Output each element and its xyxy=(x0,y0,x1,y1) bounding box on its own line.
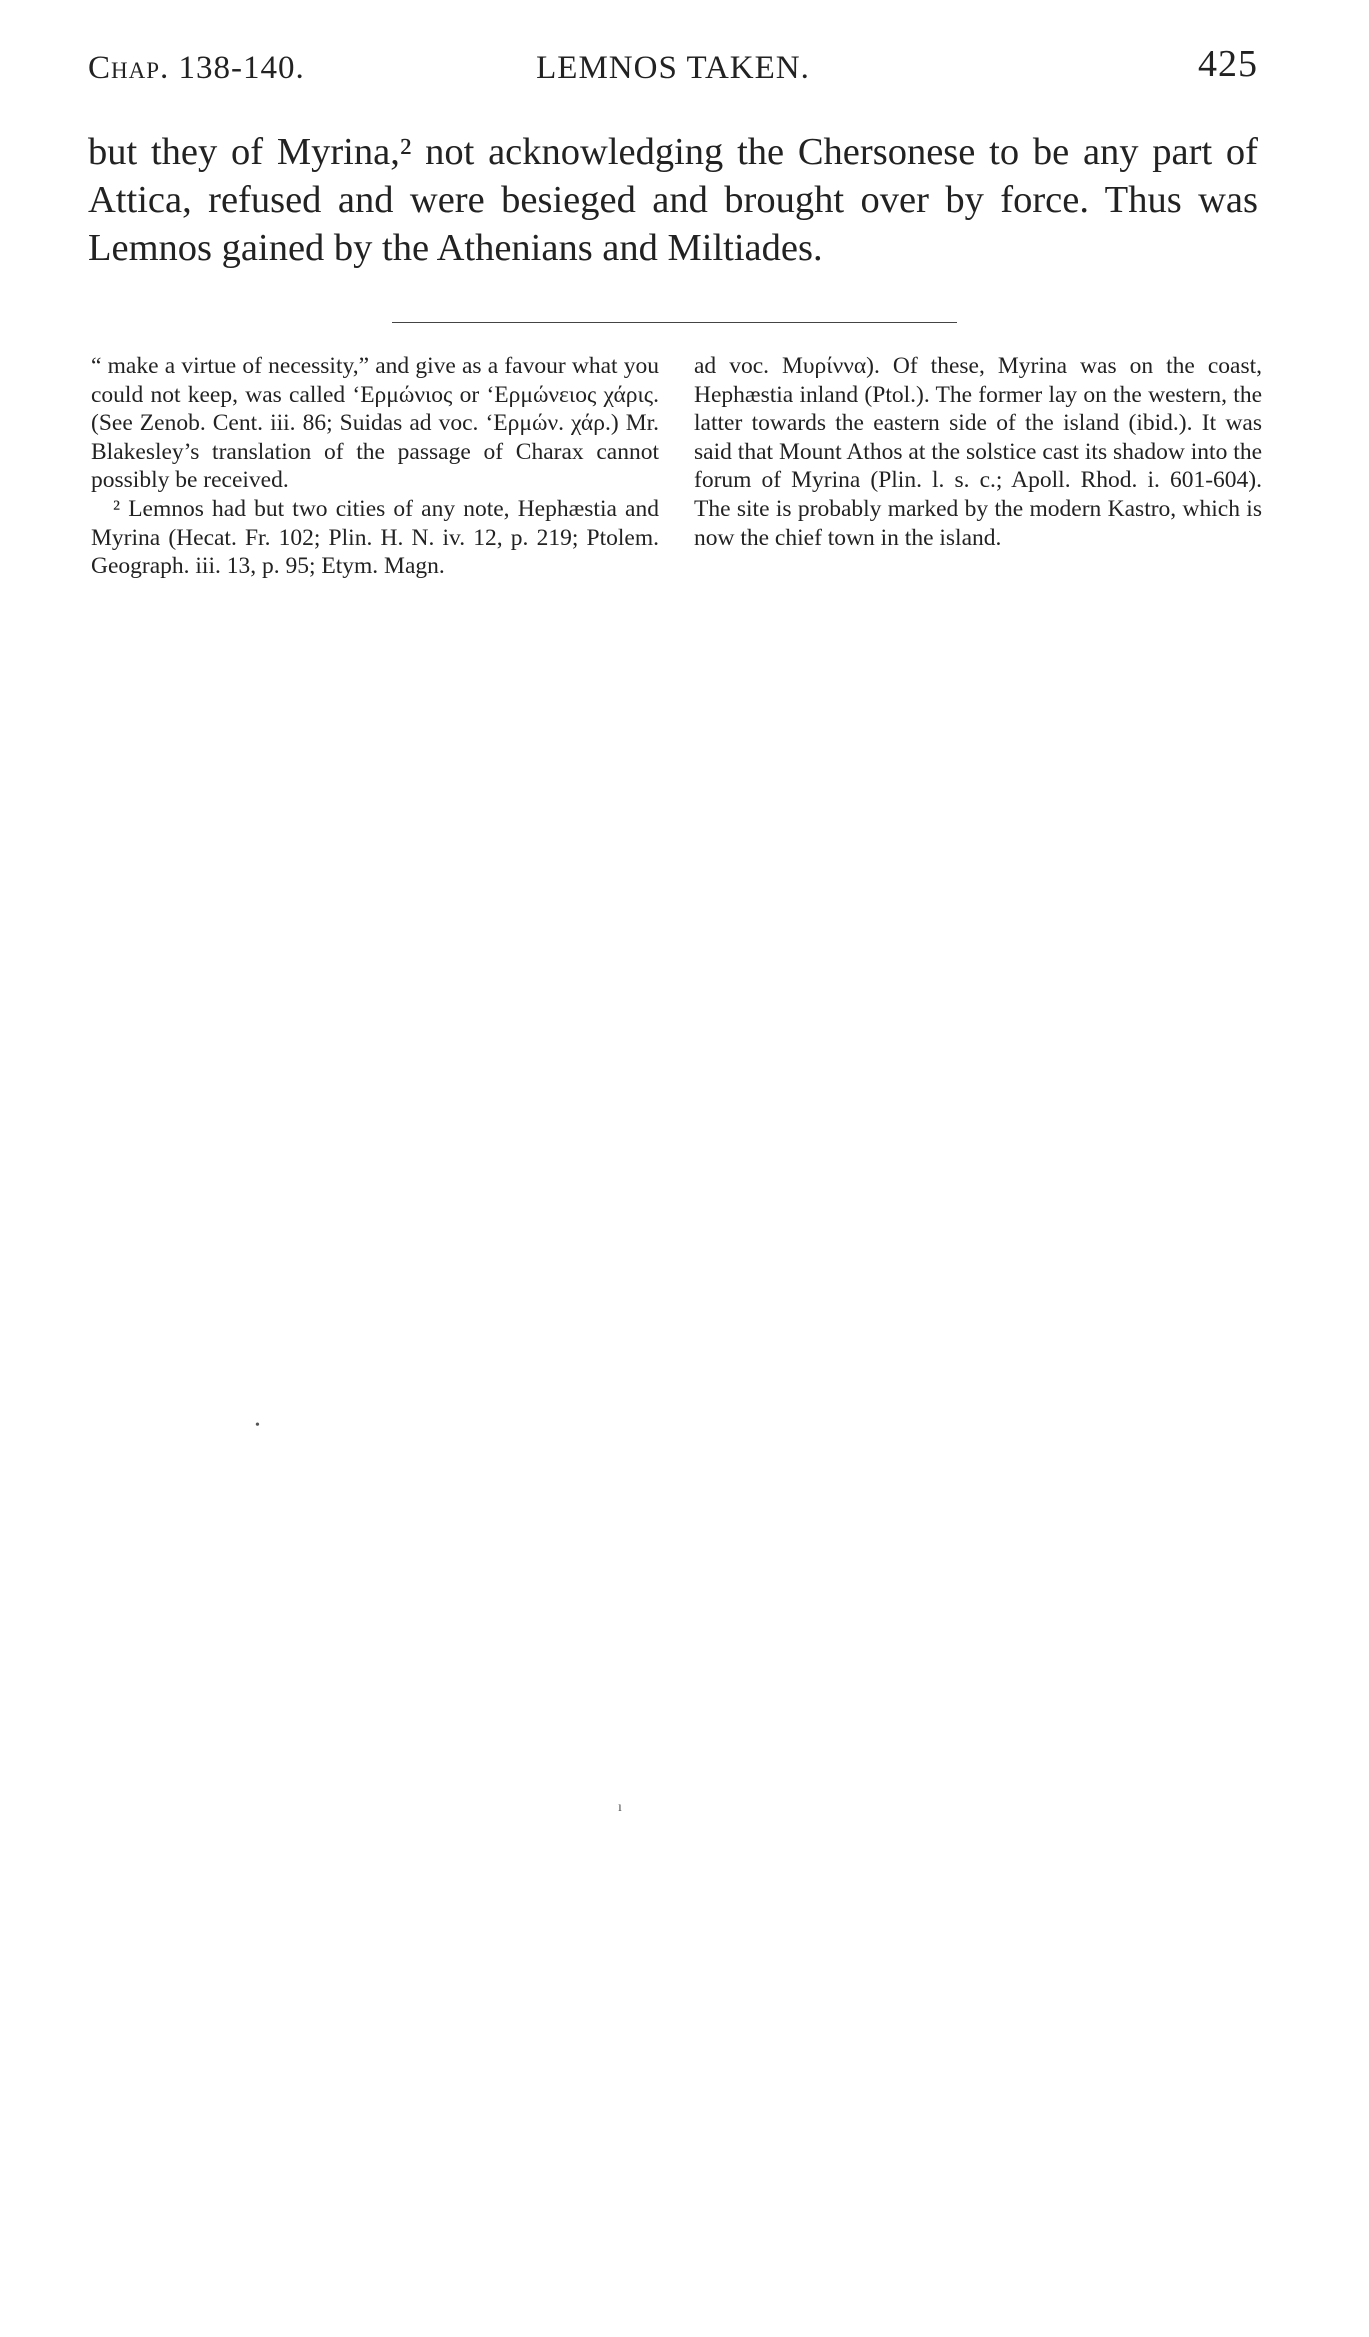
scan-speck: ı xyxy=(618,1800,622,1815)
main-paragraph: but they of Myrina,² not acknowledging the Chersonese to be any part of Attica, refused and were besieged and brought over by force. Thus was Lemnos gained by the Athenians and Miltiades. xyxy=(88,131,1258,269)
footnote-continuation: “ make a virtue of necessity,” and give as a favour what you could not keep, was called ‘Ερμώνιος or ‘Ερμώνειος χάρις. (See Zenob. Cent. iii. 86; Suidas ad voc. ‘Ερμών. χάρ.) Mr. Blakesley’s translation of the passage of Charax cannot possibly be received. xyxy=(91,353,659,494)
footnote-2-continuation: ad voc. Μυρίννα). Of these, Myrina was on the coast, Hephæstia inland (Ptol.). The former lay on the western, the latter towards the eastern side of the island (ibid.). It was said that Mount Athos at the solstice cast its shadow into the forum of Myrina (Plin. l. s. c.; Apoll. Rhod. i. 601-604). The site is probably marked by the modern Kastro, which is now the chief town in the island. xyxy=(694,353,1262,551)
footnote-separator-rule xyxy=(392,322,957,323)
footnotes-right-column xyxy=(694,352,1262,552)
scan-speck: • xyxy=(255,1418,260,1433)
page-number: 425 xyxy=(1198,43,1258,85)
running-header xyxy=(88,42,1258,92)
main-text xyxy=(88,128,1258,272)
footnote-2: ² Lemnos had but two cities of any note, Hephæstia and Myrina (Hecat. Fr. 102; Plin. H. N. iv. 12, p. 219; Ptolem. Geograph. iii. 13, p. 95; Etym. Magn. xyxy=(91,495,659,580)
footnotes-left-column xyxy=(91,352,659,581)
running-title: LEMNOS TAKEN. xyxy=(536,50,810,86)
chapter-reference: Chap. 138-140. xyxy=(88,50,305,86)
